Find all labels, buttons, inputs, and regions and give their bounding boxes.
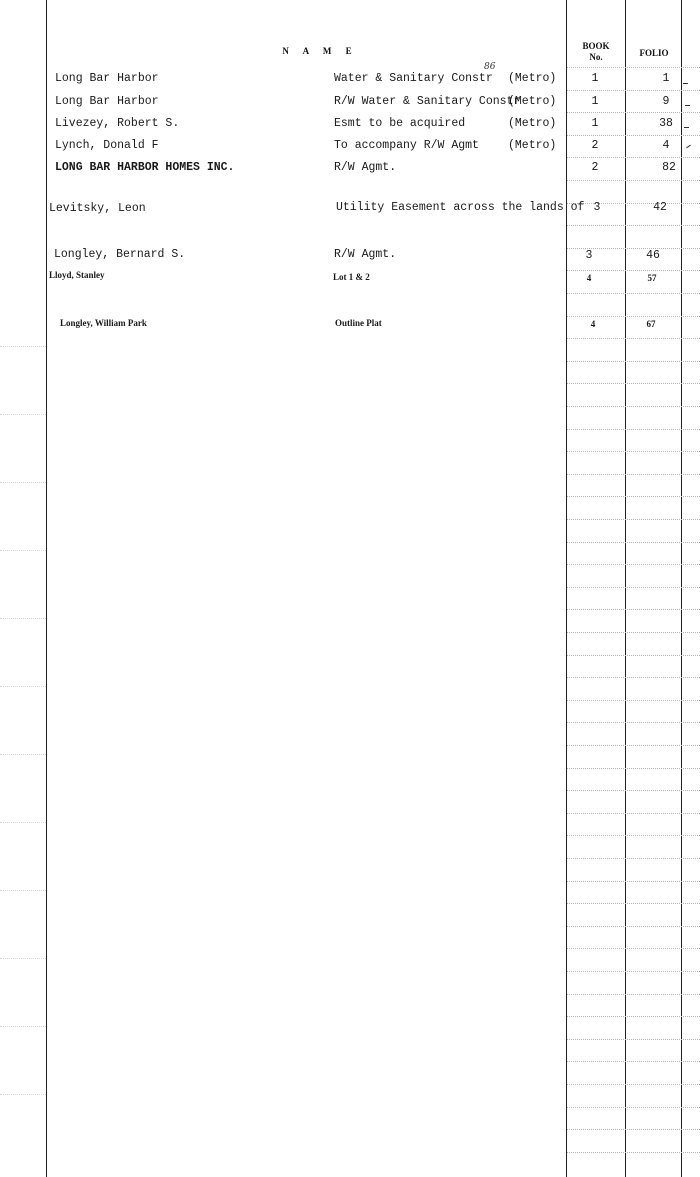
ruling-line — [567, 180, 700, 181]
ruling-line — [567, 835, 700, 836]
entry-name: LONG BAR HARBOR HOMES INC. — [55, 161, 235, 174]
entry-folio: 67 — [646, 319, 656, 329]
entry-folio: 1 — [662, 72, 670, 85]
tick-mark — [684, 127, 689, 128]
book-column-right-rule — [625, 0, 626, 1177]
folio-column-right-rule — [681, 0, 682, 1177]
entry-description: Lot 1 & 2 — [333, 272, 370, 282]
ruling-line — [567, 157, 700, 158]
ruling-line — [0, 822, 46, 823]
ruling-line — [567, 948, 700, 949]
ruling-line — [567, 542, 700, 543]
ruling-line — [567, 1039, 700, 1040]
entry-folio: 38 — [659, 117, 673, 130]
name-column-header: N A M E — [282, 46, 358, 56]
ruling-line — [567, 564, 700, 565]
entry-description: Utility Easement across the lands of — [336, 201, 585, 214]
ruling-line — [567, 903, 700, 904]
ruling-line — [0, 1094, 46, 1095]
entry-name: Lynch, Donald F — [55, 139, 159, 152]
entry-folio: 46 — [646, 249, 660, 262]
entry-book: 2 — [591, 161, 599, 174]
ruling-line — [567, 316, 700, 317]
ruling-line — [0, 550, 46, 551]
ruling-line — [567, 383, 700, 384]
ruling-line — [567, 971, 700, 972]
ruling-line — [0, 754, 46, 755]
book-column-left-rule — [566, 0, 567, 1177]
entry-book: 4 — [586, 273, 592, 283]
ruling-line — [567, 1016, 700, 1017]
entry-book: 3 — [593, 201, 601, 214]
ruling-line — [567, 994, 700, 995]
ruling-line — [0, 346, 46, 347]
ruling-line — [567, 519, 700, 520]
ruling-line — [0, 482, 46, 483]
tick-mark — [686, 145, 691, 149]
entry-book: 1 — [591, 117, 599, 130]
ruling-line — [567, 338, 700, 339]
ruling-line — [567, 587, 700, 588]
ruling-line — [0, 414, 46, 415]
entry-book: 4 — [590, 319, 596, 329]
entry-folio: 42 — [653, 201, 667, 214]
ruling-line — [567, 768, 700, 769]
ruling-line — [567, 429, 700, 430]
entry-description: R/W Agmt. — [334, 248, 397, 261]
entry-folio: 4 — [662, 139, 670, 152]
ruling-line — [567, 361, 700, 362]
ruling-line — [567, 1084, 700, 1085]
ruling-line — [567, 722, 700, 723]
entry-description: R/W Agmt. — [334, 161, 397, 174]
entry-description: To accompany R/W Agmt — [334, 139, 479, 152]
entry-folio: 57 — [647, 273, 657, 283]
ruling-line — [567, 112, 700, 113]
tick-mark — [685, 105, 690, 106]
entry-book: 1 — [591, 95, 599, 108]
entry-name: Lloyd, Stanley — [49, 270, 105, 280]
entry-name: Levitsky, Leon — [49, 202, 146, 215]
entry-book: 1 — [591, 72, 599, 85]
ruling-line — [567, 270, 700, 271]
entry-description: Water & Sanitary Constr — [334, 72, 493, 85]
ruling-line — [567, 1129, 700, 1130]
book-column-header-line1: BOOK — [582, 41, 610, 51]
entry-book: 2 — [591, 139, 599, 152]
ruling-line — [567, 1061, 700, 1062]
ruling-line — [0, 618, 46, 619]
entry-tag: (Metro) — [508, 95, 557, 108]
entry-name: Long Bar Harbor — [55, 72, 159, 85]
ruling-line — [567, 700, 700, 701]
ruling-line — [567, 745, 700, 746]
ruling-line — [567, 881, 700, 882]
ruling-line — [567, 293, 700, 294]
entry-description: Outline Plat — [335, 318, 382, 328]
ruling-line — [567, 406, 700, 407]
tick-mark — [683, 83, 688, 84]
ruling-line — [567, 858, 700, 859]
ruling-line — [0, 686, 46, 687]
ruling-line — [567, 451, 700, 452]
entry-name: Livezey, Robert S. — [55, 117, 180, 130]
entry-folio: 9 — [662, 95, 670, 108]
entry-tag: (Metro) — [508, 72, 557, 85]
ruling-line — [567, 655, 700, 656]
handwritten-note: 86 — [484, 62, 496, 72]
entry-description: R/W Water & Sanitary Constr — [334, 95, 521, 108]
ruling-line — [567, 926, 700, 927]
ruling-line — [567, 90, 700, 91]
ruling-line — [567, 609, 700, 610]
ruling-line — [567, 790, 700, 791]
entry-book: 3 — [585, 249, 593, 262]
entry-description: Esmt to be acquired — [334, 117, 466, 130]
book-column-header-line2: No. — [589, 52, 603, 62]
ruling-line — [567, 632, 700, 633]
folio-column-header: FOLIO — [639, 48, 669, 58]
ruling-line — [567, 67, 700, 68]
entry-name: Long Bar Harbor — [55, 95, 159, 108]
ruling-line — [0, 1026, 46, 1027]
ruling-line — [567, 813, 700, 814]
entry-tag: (Metro) — [508, 117, 557, 130]
ruling-line — [567, 1152, 700, 1153]
entry-tag: (Metro) — [508, 139, 557, 152]
ruling-line — [567, 225, 700, 226]
ruling-line — [567, 474, 700, 475]
ruling-line — [567, 496, 700, 497]
entry-name: Longley, William Park — [60, 318, 147, 328]
left-margin-rule — [46, 0, 47, 1177]
ruling-line — [567, 677, 700, 678]
ruling-line — [567, 135, 700, 136]
ruling-line — [0, 958, 46, 959]
entry-folio: 82 — [662, 161, 676, 174]
ruling-line — [0, 890, 46, 891]
ruling-line — [567, 1107, 700, 1108]
entry-name: Longley, Bernard S. — [54, 248, 186, 261]
